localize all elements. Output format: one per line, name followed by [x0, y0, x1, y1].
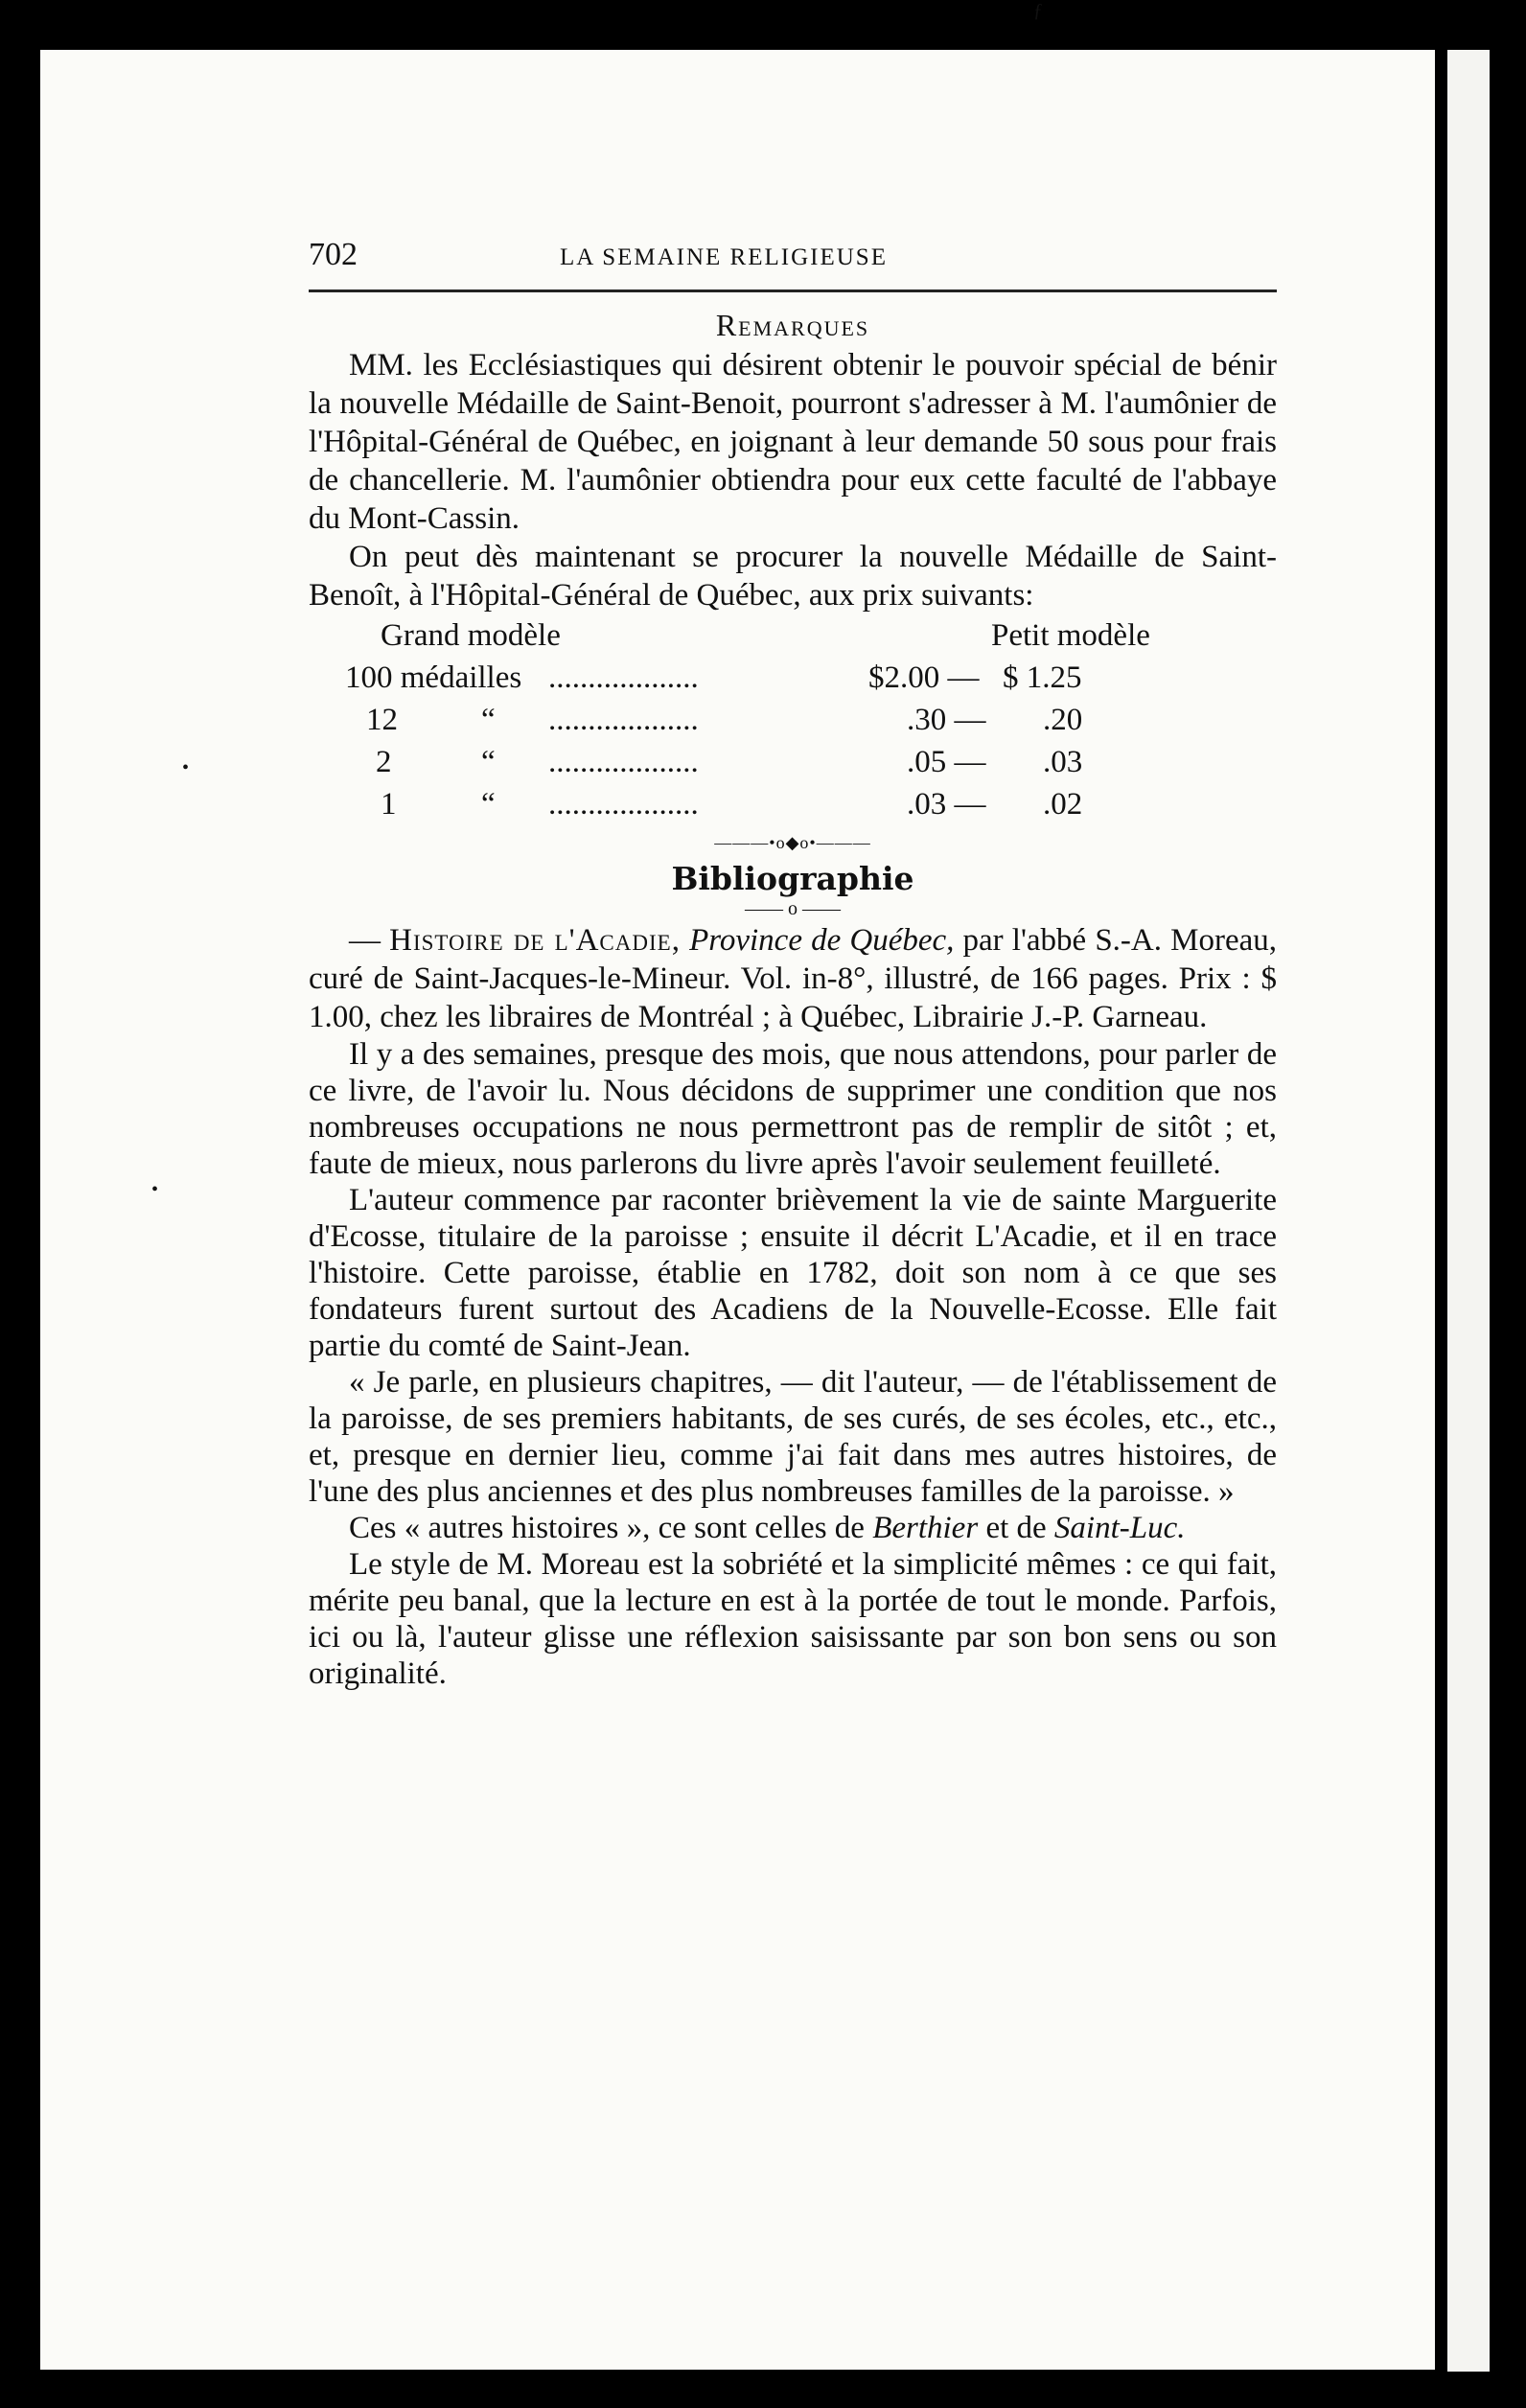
entry-dash: — — [349, 923, 390, 958]
entry-title: Histoire de l'Acadie, — [389, 923, 681, 958]
page-content — [309, 236, 1277, 1692]
running-head: LA SEMAINE RELIGIEUSE — [560, 244, 888, 270]
row-dots: ................... — [548, 660, 699, 695]
scan-speck: • — [151, 1179, 159, 1200]
review-quote: « Je parle, en plusieurs chapitres, — dit l'auteur, — de l'établissement de la paroisse, de ses premiers habitants, de ses curés, de ses écoles, etc., etc., et, presque en dernier lieu, comme j'ai fait dans mes autres histoires, de l'une des plus anciennes et des plus nombreuses familles de la paroisse. » — [309, 1365, 1277, 1509]
price-table — [309, 616, 1277, 827]
col-header-large: Grand modèle — [381, 618, 561, 653]
row-large-price: .03 — — [907, 787, 986, 822]
row-qty: 12 — [366, 703, 398, 737]
ces-text: Ces « autres histoires », ce sont celles de — [349, 1511, 873, 1545]
entry-province: Province de Québec, — [689, 923, 955, 958]
review-paragraph: L'auteur commence par raconter brièvement la vie de sainte Marguerite d'Ecosse, titulaire de la paroisse ; ensuite il décrit L'Acadie, et il en trace l'histoire. Cette paroisse, établie en 1782, doit son nom à ce que ses fondateurs furent surtout des Acadiens de la Nouvelle-Ecosse. Elle fait partie du comté de Saint-Jean. — [309, 1183, 1277, 1363]
book-berthier: Berthier — [872, 1511, 979, 1545]
row-small-price: .03 — [1043, 745, 1083, 779]
review-paragraph — [309, 1510, 1277, 1546]
page-number: 702 — [309, 237, 358, 272]
bibliography-entry — [309, 921, 1277, 1036]
row-qty: 100 médailles — [345, 660, 522, 695]
row-large-price: .05 — — [907, 745, 986, 779]
entry-details: par l'abbé S.-A. Moreau, curé de Saint-Jacques-le-Mineur. Vol. in-8°, illustré, de 166 pages. Prix : $ 1.00, chez les libraires de Montréal ; à Québec, Librairie J.-P. Garneau. — [309, 923, 1277, 1034]
page-header — [309, 236, 1277, 292]
page-gutter-shadow — [1435, 48, 1447, 2373]
row-large-price: .30 — — [907, 703, 986, 737]
facing-page-edge — [1447, 50, 1490, 2372]
row-dots: ................... — [548, 787, 699, 822]
row-ditto: “ — [481, 745, 496, 779]
remarques-paragraph: On peut dès maintenant se procurer la nouvelle Médaille de Saint-Benoît, à l'Hôpital-Général de Québec, aux prix suivants: — [309, 540, 1277, 613]
col-header-small: Petit modèle — [991, 618, 1150, 653]
section-separator: ———•o◆o•——— — [714, 833, 871, 852]
review-paragraph: Il y a des semaines, presque des mois, que nous attendons, pour parler de ce livre, de l'avoir lu. Nous décidons de supprimer une condition que nos nombreuses occupations ne nous permettront pas de remplir de sitôt ; et, faute de mieux, nous parlerons du livre après l'avoir seulement feuilleté. — [309, 1037, 1277, 1181]
remarques-title: Remarques — [715, 308, 870, 342]
row-qty: 1 — [381, 787, 397, 822]
book-saint-luc: Saint-Luc. — [1053, 1511, 1186, 1545]
scan-speck: ƒ — [1033, 0, 1043, 21]
row-ditto: “ — [481, 787, 496, 822]
row-dots: ................... — [548, 745, 699, 779]
row-small-price: .02 — [1043, 787, 1083, 822]
row-ditto: “ — [481, 703, 496, 737]
small-separator: —— o —— — [745, 898, 841, 919]
row-dots: ................... — [548, 703, 699, 737]
ces-mid: et de — [978, 1511, 1054, 1545]
row-small-price: .20 — [1043, 703, 1083, 737]
bibliographie-title: Bibliographie — [671, 860, 914, 897]
row-large-price: $2.00 — — [868, 660, 980, 695]
remarques-paragraph: MM. les Ecclésiastiques qui désirent obtenir le pouvoir spécial de bénir la nouvelle Médaille de Saint-Benoit, pourront s'adresser à M. l'aumônier de l'Hôpital-Général de Québec, en joignant à leur demande 50 sous pour frais de chancellerie. M. l'aumônier obtiendra pour eux cette faculté de l'abbaye du Mont-Cassin. — [309, 348, 1277, 536]
row-small-price: $ 1.25 — [1003, 660, 1082, 695]
row-qty: 2 — [376, 745, 392, 779]
review-paragraph: Le style de M. Moreau est la sobriété et la simplicité mêmes : ce qui fait, mérite peu banal, que la lecture en est à la portée de tout le monde. Parfois, ici ou là, l'auteur glisse une réflexion saisissante par son bon sens ou son originalité. — [309, 1547, 1277, 1691]
scan-speck: • — [182, 757, 190, 778]
